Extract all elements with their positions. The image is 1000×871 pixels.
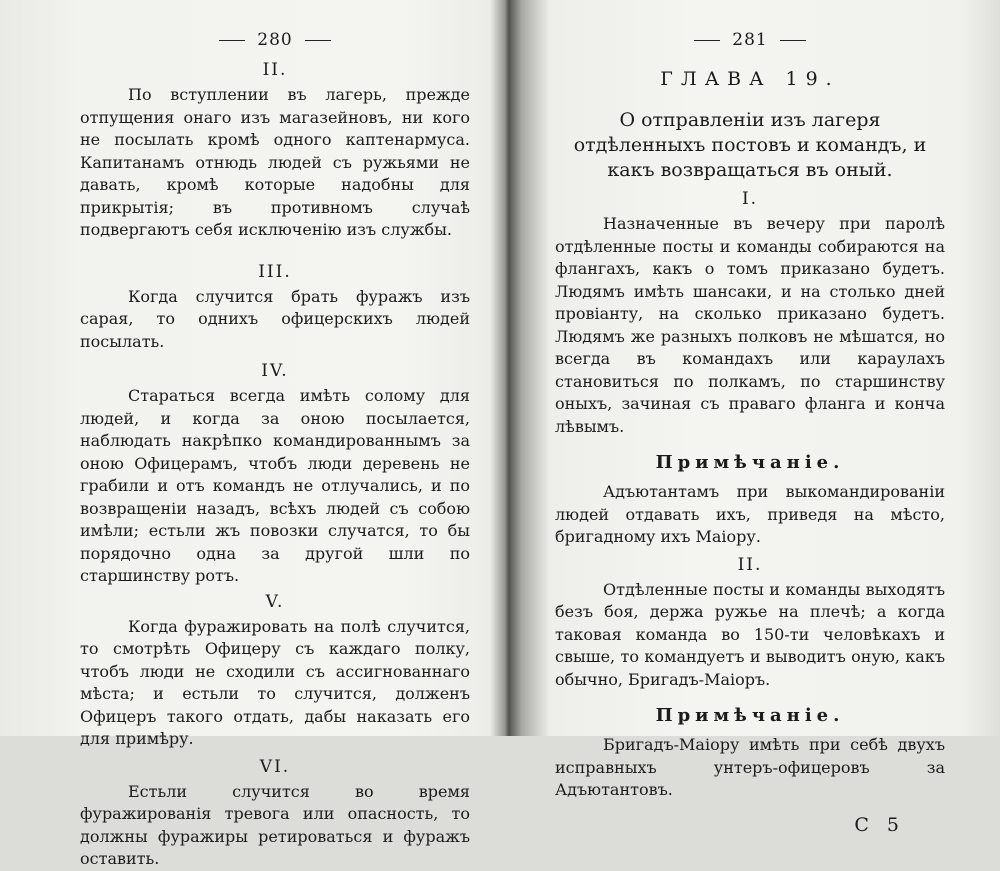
section-numeral: IV.: [261, 361, 289, 381]
chapter-title: О отправленіи изъ лагеря отдѣленныхъ постовъ и командъ, и какъ возвращаться въ оный.: [573, 109, 927, 181]
section-paragraph: По вступлении въ лагерь, прежде отпущения онаго изъ магазейновъ, ни кого не посылать кромѣ одного каптенармуса. Капитанамъ отнюдь людей съ ружьями не давать, кромѣ которые надобны для прикрытія; въ противномъ случаѣ подвергаютъ себя исключенію изъ службы.: [80, 85, 470, 239]
left-page-number: [80, 30, 470, 50]
folio-dash: [305, 40, 331, 41]
note-paragraph: Бригадъ-Маіору имѣть при себѣ двухъ исправныхъ унтеръ-офицеровъ за Адъютантовъ.: [555, 735, 945, 799]
left-folio-text: 280: [257, 30, 293, 50]
note-heading: Примѣчаніе.: [655, 452, 845, 473]
chapter-heading: ГЛАВА 19.: [660, 68, 840, 90]
section-numeral: II.: [262, 60, 288, 80]
section-paragraph: Отдѣленные посты и команды выходятъ безъ боя, держа ружье на плечѣ; а когда таковая команда во 150-ти человѣкахъ и свыше, то командуетъ и выводитъ оную, какъ обычно, Бригадъ-Маіоръ.: [555, 579, 945, 689]
folio-dash: [219, 40, 245, 41]
left-page: [80, 0, 470, 868]
book-gutter: [505, 0, 513, 736]
section-numeral: VI.: [259, 756, 291, 777]
folio-dash: [780, 40, 806, 41]
section-paragraph: Стараться всегда имѣть солому для людей, и когда за оною посылается, наблюдать накрѣпко командированнымъ за оною Офицерамъ, чтобъ люди деревень не грабили и отъ командъ не отлучались, и по возвращеніи назадъ, всѣхъ людей съ собою имѣли; естьли жъ повозки случатся, то бы порядочно одна за другой шли по старшинству ротъ.: [80, 386, 470, 585]
folio-dash: [694, 40, 720, 41]
section-paragraph: Когда фуражировать на полѣ случится, то смотрѣть Офицеру съ каждаго полку, чтобъ люди не сходили съ ассигнованнаго мѣста; и естьли то случится, долженъ Офицеръ такого отдать, дабы наказать его для примѣру.: [80, 616, 470, 748]
right-folio-text: 281: [732, 30, 768, 50]
section-paragraph: Естьли случится во время фуражированія тревога или опасность, то должны фуражиры ретироваться и фуражъ оставить.: [80, 781, 470, 868]
right-page: [555, 0, 945, 836]
section-paragraph: Назначенные въ вечеру при паролѣ отдѣленные посты и команды собираются на флангахъ, какъ о томъ приказано будетъ. Людямъ имѣть шансаки, и на столько дней провіанту, на сколько приказано будетъ. Людямъ же разныхъ полковъ не мѣшатся, но всегда въ командахъ или караулахъ становиться по полкамъ, по старшинству оныхъ, зачиная съ праваго фланга и конча лѣвымъ.: [555, 214, 945, 436]
right-page-number: [555, 30, 945, 50]
section-paragraph: Когда случится брать фуражъ изъ сарая, то однихъ офицерскихъ людей посылать.: [80, 286, 470, 351]
section-numeral: V.: [265, 591, 285, 612]
note-paragraph: Адъютантамъ при выкомандированіи людей отдавать ихъ, приведя на мѣсто, бригадному ихъ Маіору.: [555, 482, 945, 546]
section-numeral: III.: [258, 261, 292, 282]
signature-mark: C 5: [854, 813, 905, 836]
note-heading: Примѣчаніе.: [655, 705, 845, 726]
section-numeral: II.: [737, 554, 763, 575]
section-numeral: I.: [741, 189, 759, 209]
